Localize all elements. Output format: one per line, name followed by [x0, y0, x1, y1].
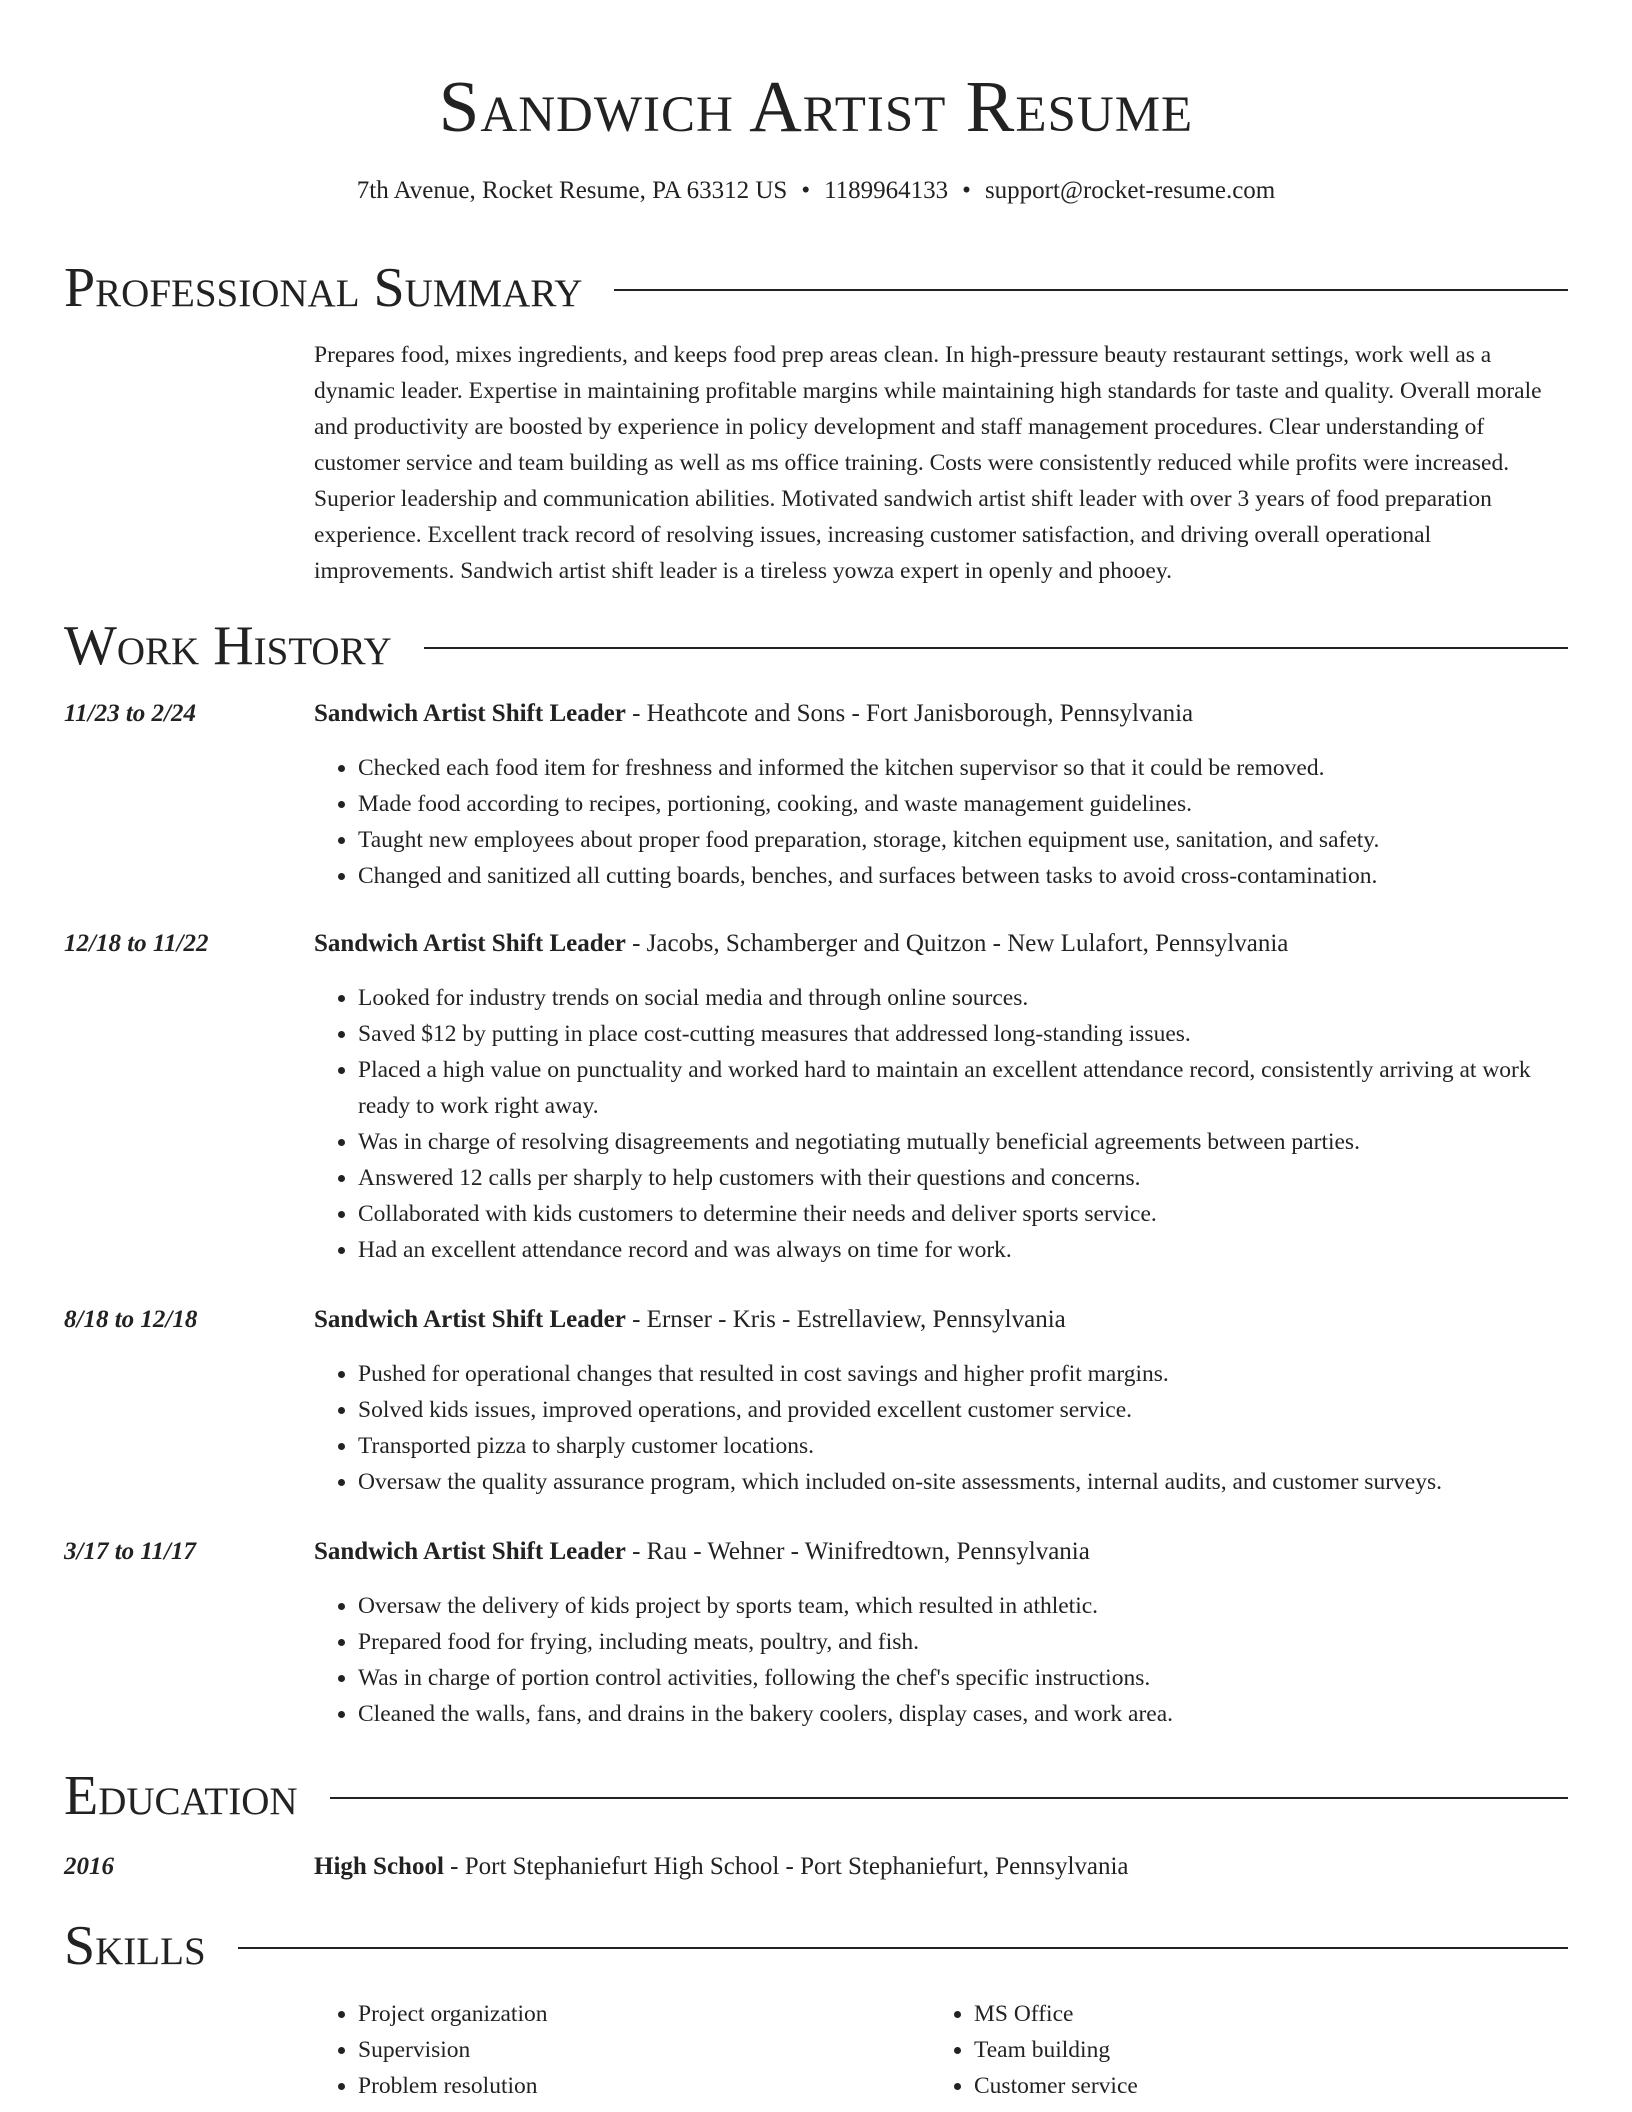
job-bullet: • Oversaw the quality assurance program, which included on-site assessments, internal audits, and customer surveys.	[358, 1464, 1568, 1500]
job-details: - Rau - Wehner - Winifredtown, Pennsylvania	[625, 1538, 1090, 1565]
job-role: Sandwich Artist Shift Leader	[314, 1306, 626, 1333]
job-bullet: • Checked each food item for freshness and informed the kitchen supervisor so that it could be removed.	[358, 750, 1568, 786]
contact-separator: •	[962, 177, 971, 204]
education-heading: Education	[64, 1765, 298, 1827]
job-date: 12/18 to 11/22	[64, 930, 209, 957]
contact-line	[0, 174, 1632, 208]
job-bullet: • Made food according to recipes, portioning, cooking, and waste management guidelines.	[358, 786, 1568, 822]
contact-separator: •	[801, 177, 811, 204]
education-headline	[314, 1849, 1568, 1885]
contact-address: 7th Avenue, Rocket Resume, PA 63312 US	[356, 177, 788, 204]
job-date: 8/18 to 12/18	[64, 1306, 198, 1333]
section-divider	[424, 647, 1568, 649]
job-bullet: • Had an excellent attendance record and was always on time for work.	[358, 1232, 1568, 1268]
work-section-header	[64, 616, 1568, 676]
job-role: Sandwich Artist Shift Leader	[314, 700, 626, 727]
section-divider	[330, 1797, 1568, 1799]
education-section-header	[64, 1766, 1568, 1826]
education-details: - Port Stephaniefurt High School - Port Stephaniefurt, Pennsylvania	[443, 1853, 1129, 1880]
summary-heading: Professional Summary	[64, 257, 583, 319]
job-role: Sandwich Artist Shift Leader	[314, 930, 626, 957]
skill-item: • Supervision	[358, 2032, 914, 2068]
job-bullet: • Oversaw the delivery of kids project by sports team, which resulted in athletic.	[358, 1588, 1568, 1624]
job-bullets	[314, 1588, 1568, 1732]
job-details: - Ernser - Kris - Estrellaview, Pennsylvania	[625, 1306, 1066, 1333]
job-bullet: • Looked for industry trends on social media and through online sources.	[358, 980, 1568, 1016]
skills-list-right	[930, 1996, 1530, 2104]
resume-title: Sandwich Artist Resume	[438, 66, 1194, 147]
job-bullet: • Was in charge of portion control activities, following the chef's specific instructions.	[358, 1660, 1568, 1696]
skills-section-header	[64, 1916, 1568, 1976]
section-divider	[238, 1947, 1568, 1949]
contact-email: support@rocket-resume.com	[984, 177, 1276, 204]
education-date: 2016	[64, 1853, 114, 1880]
job-headline	[314, 1302, 1568, 1338]
skill-item: • MS Office	[974, 1996, 1530, 2032]
job-bullet: • Placed a high value on punctuality and worked hard to maintain an excellent attendance record, consistently arriving at work ready to work right away.	[358, 1052, 1568, 1124]
skill-item: • Team building	[974, 2032, 1530, 2068]
job-bullet: • Transported pizza to sharply customer locations.	[358, 1428, 1568, 1464]
section-divider	[614, 289, 1568, 291]
job-date: 3/17 to 11/17	[64, 1538, 196, 1565]
job-date: 11/23 to 2/24	[64, 700, 196, 727]
skill-item: • Customer service	[974, 2068, 1530, 2104]
job-details: - Jacobs, Schamberger and Quitzon - New Lulafort, Pennsylvania	[625, 930, 1289, 957]
contact-phone: 1189964133	[824, 177, 949, 204]
job-bullet: • Saved $12 by putting in place cost-cutting measures that addressed long-standing issues.	[358, 1016, 1568, 1052]
job-bullet: • Cleaned the walls, fans, and drains in the bakery coolers, display cases, and work area.	[358, 1696, 1568, 1732]
job-bullets	[314, 980, 1568, 1268]
summary-text: Prepares food, mixes ingredients, and keeps food prep areas clean. In high-pressure beauty restaurant settings, work well as a dynamic leader. Expertise in maintaining profitable margins while maintaining high standards for taste and quality. Overall morale and productivity are boosted by experience in policy development and staff management procedures. Clear understanding of customer service and team building as well as ms office training. Costs were consistently reduced while profits were increased. Superior leadership and communication abilities. Motivated sandwich artist shift leader with over 3 years of food preparation experience. Excellent track record of resolving issues, increasing customer satisfaction, and driving overall operational improvements. Sandwich artist shift leader is a tireless yowza expert in openly and phooey.	[314, 342, 1542, 584]
skills-list-left	[314, 1996, 914, 2104]
job-bullet: • Collaborated with kids customers to determine their needs and deliver sports service.	[358, 1196, 1568, 1232]
education-degree: High School	[314, 1853, 444, 1880]
job-headline	[314, 926, 1568, 962]
work-heading: Work History	[64, 615, 392, 677]
job-bullet: • Answered 12 calls per sharply to help customers with their questions and concerns.	[358, 1160, 1568, 1196]
job-bullet: • Was in charge of resolving disagreements and negotiating mutually beneficial agreements between parties.	[358, 1124, 1568, 1160]
job-headline	[314, 1534, 1568, 1570]
job-details: - Heathcote and Sons - Fort Janisborough, Pennsylvania	[625, 700, 1194, 727]
job-headline	[314, 696, 1568, 732]
skill-item: • Project organization	[358, 1996, 914, 2032]
skill-item: • Problem resolution	[358, 2068, 914, 2104]
job-bullet: • Taught new employees about proper food preparation, storage, kitchen equipment use, sanitation, and safety.	[358, 822, 1568, 858]
job-bullet: • Changed and sanitized all cutting boards, benches, and surfaces between tasks to avoid cross-contamination.	[358, 858, 1568, 894]
job-bullets	[314, 750, 1568, 894]
skills-heading: Skills	[64, 1915, 206, 1977]
job-bullet: • Solved kids issues, improved operations, and provided excellent customer service.	[358, 1392, 1568, 1428]
job-bullets	[314, 1356, 1568, 1500]
summary-section-header	[64, 258, 1568, 318]
job-bullet: • Prepared food for frying, including meats, poultry, and fish.	[358, 1624, 1568, 1660]
job-bullet: • Pushed for operational changes that resulted in cost savings and higher profit margins.	[358, 1356, 1568, 1392]
job-role: Sandwich Artist Shift Leader	[314, 1538, 626, 1565]
